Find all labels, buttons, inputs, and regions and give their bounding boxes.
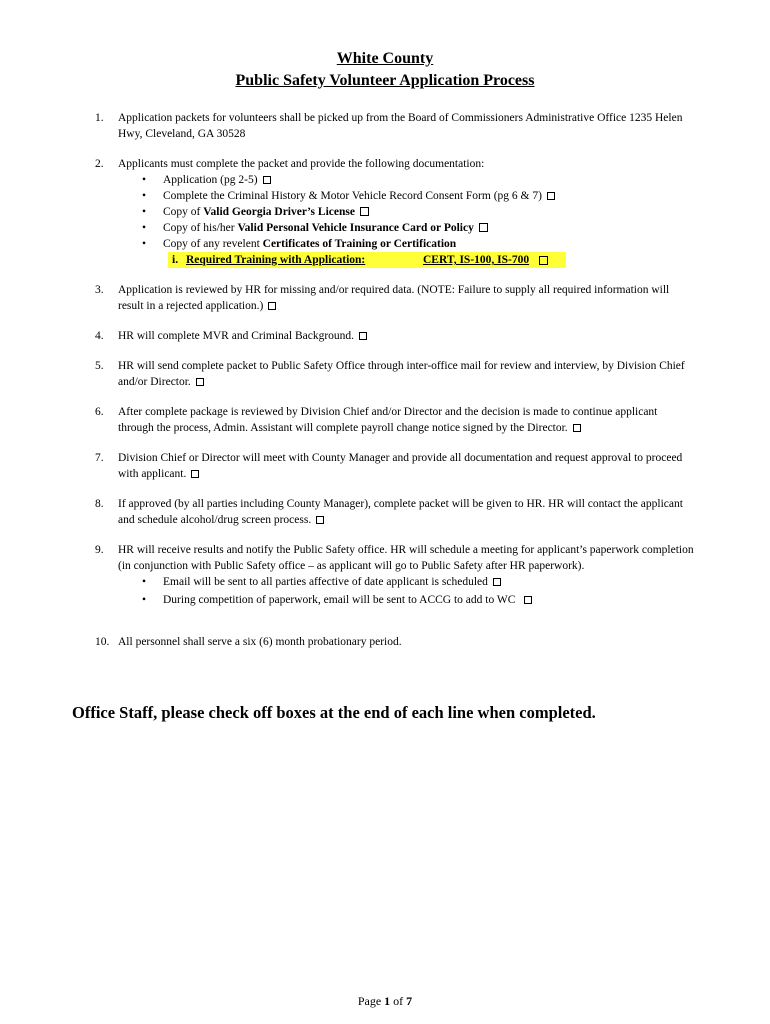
checkbox[interactable] <box>539 256 548 265</box>
step-text: All personnel shall serve a six (6) month probationary period. <box>118 636 402 648</box>
step-number: 5. <box>95 360 104 372</box>
required-training-value: CERT, IS-100, IS-700 <box>423 254 530 266</box>
step-text: After complete package is reviewed by Division Chief and/or Director and the decision is made to continue applicant through the process, Admin. Assistant will complete payroll change notice signed by the Director. <box>118 406 658 434</box>
title-county: White County <box>336 50 434 67</box>
step-5 <box>95 358 695 390</box>
step-number: 3. <box>95 284 104 296</box>
page-of: of <box>390 994 407 1008</box>
step-text: Applicants must complete the packet and provide the following documentation: <box>118 158 485 170</box>
doc-label: Copy of <box>163 206 204 218</box>
step-8 <box>95 496 695 528</box>
step-number: 10. <box>95 636 110 648</box>
doc-label-bold: Valid Georgia Driver’s License <box>203 206 355 218</box>
step-text: Application packets for volunteers shall be picked up from the Board of Commissioners Administrative Office 1235 Helen Hwy, Cleveland, GA 30528 <box>118 112 683 140</box>
checkbox[interactable] <box>316 516 324 524</box>
step-text: If approved (by all parties including County Manager), complete packet will be given to HR. HR will contact the applicant and schedule alcohol/drug screen process. <box>118 498 683 526</box>
bullet-icon: • <box>142 206 147 218</box>
checkbox[interactable] <box>263 176 271 184</box>
step-6 <box>95 404 695 436</box>
step-1 <box>95 110 695 142</box>
doc-application <box>138 172 695 188</box>
bullet-icon: • <box>142 190 147 202</box>
page-prefix: Page <box>357 994 385 1008</box>
documentation-list <box>118 172 695 252</box>
office-staff-note: Office Staff, please check off boxes at the end of each line when completed. <box>72 703 596 722</box>
step-text: Application is reviewed by HR for missing and/or required data. (NOTE: Failure to supply all required information will result in a rejected application.) <box>118 284 670 312</box>
step-text: HR will receive results and notify the Public Safety office. HR will schedule a meeting for applicant’s paperwork completion (in conjunction with Public Safety office – as applicant will go to Public Safety after HR paperwork). <box>118 544 694 572</box>
doc-drivers-license <box>138 204 695 220</box>
checkbox[interactable] <box>479 223 488 232</box>
step-number: 8. <box>95 498 104 510</box>
doc-label: Copy of any revelent <box>163 238 263 250</box>
checkbox[interactable] <box>191 470 199 478</box>
email-accg <box>138 592 695 608</box>
step-3 <box>95 282 695 314</box>
checkbox[interactable] <box>359 332 367 340</box>
checkbox[interactable] <box>196 378 204 386</box>
title-process: Public Safety Volunteer Application Process <box>235 72 535 89</box>
doc-label: Application (pg 2-5) <box>163 174 258 186</box>
page-current: 1 <box>384 994 391 1008</box>
checkbox[interactable] <box>573 424 581 432</box>
document-title <box>0 48 770 92</box>
step-number: 1. <box>95 112 104 124</box>
checkbox[interactable] <box>547 192 555 200</box>
doc-label-bold: Valid Personal Vehicle Insurance Card or Policy <box>237 222 474 234</box>
step-text: HR will complete MVR and Criminal Background. <box>118 330 355 342</box>
notification-list <box>118 574 695 608</box>
step-4 <box>95 328 695 344</box>
required-training-label: Required Training with Application: <box>186 254 366 266</box>
doc-label: Complete the Criminal History & Motor Vehicle Record Consent Form (pg 6 & 7) <box>163 190 542 202</box>
step-7 <box>95 450 695 482</box>
bullet-icon: • <box>142 222 147 234</box>
step-10 <box>95 634 695 650</box>
doc-label-bold: Certificates of Training or Certification <box>262 238 457 250</box>
sub-label: Email will be sent to all parties affective of date applicant is scheduled <box>163 576 488 588</box>
checkbox[interactable] <box>524 596 532 604</box>
bullet-icon: • <box>142 576 147 588</box>
doc-certificates <box>138 236 695 252</box>
checkbox[interactable] <box>493 578 501 586</box>
roman-numeral: i. <box>172 254 179 266</box>
checkbox[interactable] <box>360 207 369 216</box>
bullet-icon: • <box>142 174 147 186</box>
step-number: 7. <box>95 452 104 464</box>
page-number <box>0 993 770 1009</box>
step-number: 9. <box>95 544 104 556</box>
required-training-highlight <box>168 252 566 268</box>
checkbox[interactable] <box>268 302 276 310</box>
step-2 <box>95 156 695 268</box>
doc-label: Copy of his/her <box>163 222 238 234</box>
bullet-icon: • <box>142 238 147 250</box>
step-9 <box>95 542 695 608</box>
step-number: 2. <box>95 158 104 170</box>
step-number: 6. <box>95 406 104 418</box>
doc-consent-form <box>138 188 695 204</box>
bullet-icon: • <box>142 594 147 606</box>
email-scheduled <box>138 574 695 590</box>
step-number: 4. <box>95 330 104 342</box>
doc-insurance <box>138 220 695 236</box>
step-text: HR will send complete packet to Public Safety Office through inter-office mail for review and interview, by Division Chief and/or Director. <box>118 360 685 388</box>
process-steps-list <box>95 110 695 664</box>
page-total: 7 <box>406 994 413 1008</box>
step-text: Division Chief or Director will meet with County Manager and provide all documentation and request approval to proceed with applicant. <box>118 452 683 480</box>
sub-label: During competition of paperwork, email will be sent to ACCG to add to WC <box>163 594 516 606</box>
